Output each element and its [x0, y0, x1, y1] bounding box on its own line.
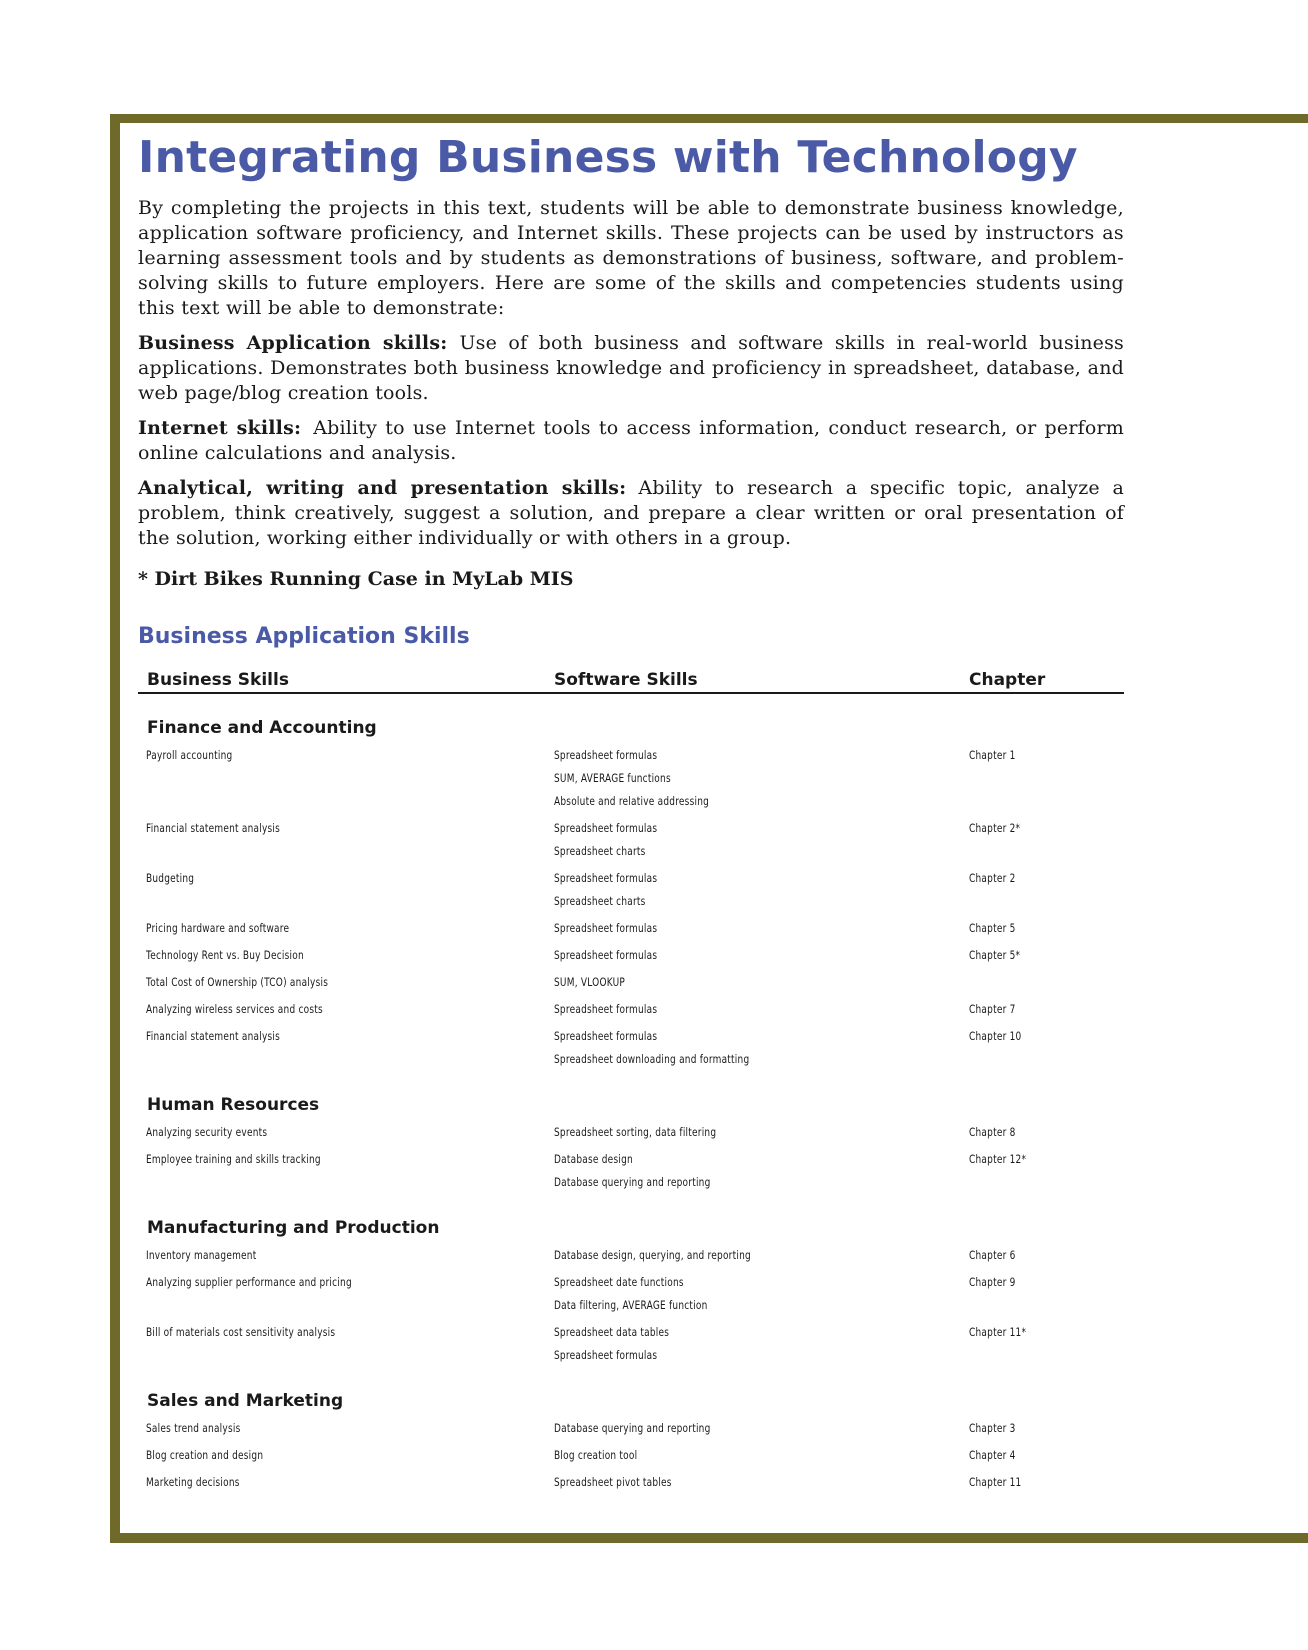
chapter-cell: Chapter 7	[969, 1002, 1016, 1016]
business-skill-cell: Financial statement analysis	[146, 821, 281, 835]
chapter-cell: Chapter 12*	[969, 1152, 1027, 1166]
software-skill-cell: Absolute and relative addressing	[554, 794, 710, 808]
business-skill-cell: Inventory management	[146, 1248, 257, 1262]
table-row	[138, 867, 1124, 913]
business-skill-cell: Bill of materials cost sensitivity analysis	[146, 1325, 336, 1339]
table-row	[138, 944, 1124, 967]
chapter-cell: Chapter 5	[969, 921, 1016, 935]
business-skill-cell: Financial statement analysis	[146, 1029, 281, 1043]
business-skill-cell: Total Cost of Ownership (TCO) analysis	[146, 975, 329, 989]
page-title: Integrating Business with Technology	[138, 132, 1078, 183]
business-skill-cell: Budgeting	[146, 871, 195, 885]
business-application-paragraph	[138, 331, 1124, 406]
paragraph-text: Ability to use Internet tools to access information, conduct research, or perform online calculations and analysis.	[138, 417, 1125, 464]
chapter-cell: Chapter 5*	[969, 948, 1021, 962]
paragraph-text: Ability to research a specific topic, analyze a problem, think creatively, suggest a solution, and prepare a clear written or oral presentation of the solution, working either individually or with others in a group.	[138, 477, 1124, 549]
chapter-cell: Chapter 10	[969, 1029, 1022, 1043]
chapter-cell: Chapter 2	[969, 871, 1016, 885]
category-heading: Human Resources	[147, 1095, 320, 1115]
table-row	[138, 1025, 1124, 1071]
page-content	[138, 128, 1124, 1494]
chapter-cell: Chapter 11*	[969, 1325, 1027, 1339]
software-skill-cell: Spreadsheet formulas	[554, 948, 658, 962]
software-skill-cell: Database design	[554, 1152, 633, 1166]
software-skill-cell: Database querying and reporting	[554, 1175, 711, 1189]
frame-left-border	[110, 114, 120, 1543]
section-title: Business Application Skills	[138, 624, 470, 649]
header-chapter: Chapter	[969, 670, 1046, 690]
table-row	[138, 998, 1124, 1021]
chapter-cell: Chapter 9	[969, 1275, 1016, 1289]
software-skill-cell: Spreadsheet formulas	[554, 1029, 658, 1043]
table-row	[138, 1271, 1124, 1317]
business-skill-cell: Blog creation and design	[146, 1448, 264, 1462]
skills-table	[138, 660, 1124, 1494]
header-software-skills: Software Skills	[554, 670, 698, 690]
paragraph-text: Use of both business and software skills in real-world business applications. Demonstrates both business knowledge and proficiency in spreadsheet, database, and web page/blog creation tools.	[138, 332, 1124, 404]
frame-bottom-border	[110, 1533, 1308, 1543]
table-header	[138, 660, 1124, 694]
business-skill-cell: Analyzing wireless services and costs	[146, 1002, 323, 1016]
table-row	[138, 744, 1124, 813]
analytical-skills-paragraph	[138, 476, 1124, 551]
table-row	[138, 817, 1124, 863]
business-skill-cell: Pricing hardware and software	[146, 921, 290, 935]
software-skill-cell: Spreadsheet formulas	[554, 871, 658, 885]
chapter-cell: Chapter 4	[969, 1448, 1016, 1462]
business-skill-cell: Technology Rent vs. Buy Decision	[146, 948, 304, 962]
paragraph-lead: Business Application skills:	[138, 332, 448, 354]
category-heading: Finance and Accounting	[147, 718, 377, 738]
software-skill-cell: Spreadsheet pivot tables	[554, 1475, 672, 1489]
table-body	[138, 716, 1124, 1494]
paragraph-lead: Analytical, writing and presentation skills:	[138, 477, 627, 499]
business-skill-cell: Analyzing supplier performance and pricing	[146, 1275, 352, 1289]
software-skill-cell: Database design, querying, and reporting	[554, 1248, 751, 1262]
business-skill-cell: Payroll accounting	[146, 748, 233, 762]
software-skill-cell: Spreadsheet formulas	[554, 821, 658, 835]
software-skill-cell: Spreadsheet charts	[554, 844, 646, 858]
business-skill-cell: Marketing decisions	[146, 1475, 240, 1489]
chapter-cell: Chapter 8	[969, 1125, 1016, 1139]
software-skill-cell: Spreadsheet sorting, data filtering	[554, 1125, 717, 1139]
table-row	[138, 917, 1124, 940]
software-skill-cell: Spreadsheet formulas	[554, 748, 658, 762]
software-skill-cell: Spreadsheet formulas	[554, 1348, 658, 1362]
table-row	[138, 971, 1124, 994]
category-heading: Sales and Marketing	[147, 1391, 344, 1411]
chapter-cell: Chapter 2*	[969, 821, 1021, 835]
category-heading: Manufacturing and Production	[147, 1218, 440, 1238]
chapter-cell: Chapter 3	[969, 1421, 1016, 1435]
software-skill-cell: SUM, VLOOKUP	[554, 975, 626, 989]
table-row	[138, 1121, 1124, 1144]
software-skill-cell: Spreadsheet charts	[554, 894, 646, 908]
software-skill-cell: Blog creation tool	[554, 1448, 638, 1462]
table-row	[138, 1471, 1124, 1494]
table-row	[138, 1148, 1124, 1194]
internet-skills-paragraph	[138, 416, 1124, 466]
software-skill-cell: Database querying and reporting	[554, 1421, 711, 1435]
chapter-cell: Chapter 6	[969, 1248, 1016, 1262]
table-row	[138, 1321, 1124, 1367]
software-skill-cell: Spreadsheet date functions	[554, 1275, 684, 1289]
table-row	[138, 1244, 1124, 1267]
business-skill-cell: Employee training and skills tracking	[146, 1152, 321, 1166]
software-skill-cell: SUM, AVERAGE functions	[554, 771, 671, 785]
software-skill-cell: Spreadsheet data tables	[554, 1325, 670, 1339]
software-skill-cell: Spreadsheet formulas	[554, 1002, 658, 1016]
business-skill-cell: Analyzing security events	[146, 1125, 268, 1139]
intro-paragraph: By completing the projects in this text, students will be able to demonstrate business knowledge, application software proficiency, and Internet skills. These projects can be used by instructors as learning assessment tools and by students as demonstrations of business, software, and problem-solving skills to future employers. Here are some of the skills and competencies students using this text will be able to demonstrate:	[138, 197, 1124, 319]
chapter-cell: Chapter 1	[969, 748, 1016, 762]
business-skill-cell: Sales trend analysis	[146, 1421, 241, 1435]
table-row	[138, 1417, 1124, 1440]
software-skill-cell: Spreadsheet formulas	[554, 921, 658, 935]
header-business-skills: Business Skills	[147, 670, 289, 690]
paragraph-lead: Internet skills:	[138, 417, 302, 439]
dirt-bikes-note: * Dirt Bikes Running Case in MyLab MIS	[138, 568, 574, 590]
chapter-cell: Chapter 11	[969, 1475, 1022, 1489]
software-skill-cell: Spreadsheet downloading and formatting	[554, 1052, 750, 1066]
table-row	[138, 1444, 1124, 1467]
frame-top-border	[110, 114, 1308, 123]
software-skill-cell: Data filtering, AVERAGE function	[554, 1298, 708, 1312]
